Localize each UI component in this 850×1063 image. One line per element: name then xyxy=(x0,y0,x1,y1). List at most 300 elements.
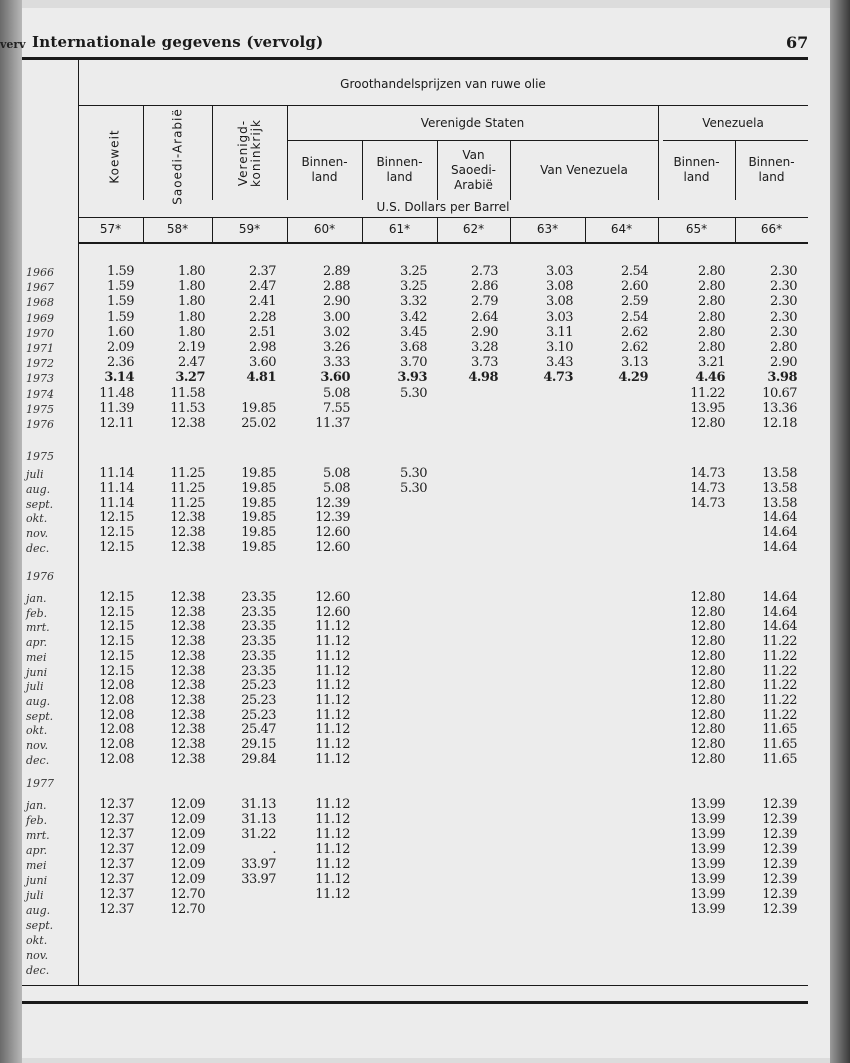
table-cell: 2.36 xyxy=(107,355,134,371)
table-cell: 11.25 xyxy=(170,495,205,511)
table-cell: 12.18 xyxy=(762,416,797,431)
table-cell: 12.80 xyxy=(690,707,725,723)
table-cell: 12.09 xyxy=(170,872,205,887)
table-cell: 11.12 xyxy=(315,678,350,694)
table-cell: 19.85 xyxy=(241,480,276,496)
table-cell: 11.65 xyxy=(762,737,797,752)
table-cell: 12.37 xyxy=(99,902,134,917)
table-cell: 2.73 xyxy=(471,264,498,279)
table-cell: 3.33 xyxy=(323,355,350,371)
row-label: 1976 xyxy=(26,418,54,431)
row-label: sept. xyxy=(26,919,54,932)
rule xyxy=(78,105,808,106)
column-number: 58* xyxy=(166,222,189,236)
table-cell: 2.47 xyxy=(178,355,205,371)
table-cell: 12.38 xyxy=(170,648,205,664)
table-cell: 12.38 xyxy=(170,510,205,526)
table-cell: 12.39 xyxy=(315,510,350,526)
table-cell: 12.15 xyxy=(99,648,134,664)
row-label: sept. xyxy=(26,709,54,723)
table-cell: 14.73 xyxy=(690,466,725,481)
table-cell: 3.25 xyxy=(400,279,427,295)
table-cell: 2.98 xyxy=(249,340,276,355)
table-cell: 2.59 xyxy=(621,294,648,310)
table-cell: 2.89 xyxy=(323,264,350,279)
table-cell: 12.15 xyxy=(99,663,134,679)
table-cell: 5.30 xyxy=(400,480,427,496)
unit-label: U.S. Dollars per Barrel xyxy=(376,200,510,214)
table-cell: 12.09 xyxy=(170,842,205,857)
table-cell: 11.14 xyxy=(99,480,134,496)
table-cell: 14.73 xyxy=(690,495,725,511)
table-cell: 19.85 xyxy=(241,540,276,555)
table-cell: 2.90 xyxy=(471,324,498,340)
row-label: juli xyxy=(26,680,44,694)
table-cell: 4.29 xyxy=(618,370,648,386)
table-cell: 12.08 xyxy=(99,678,134,694)
table-cell: 12.08 xyxy=(99,737,134,752)
table-cell: 12.15 xyxy=(99,619,134,635)
table-cell: 14.64 xyxy=(762,590,797,605)
table-cell: 13.58 xyxy=(762,466,797,481)
row-label: 1966 xyxy=(26,266,54,279)
table-cell: 2.62 xyxy=(621,340,648,355)
table-cell: 11.12 xyxy=(315,619,350,635)
table-cell: 2.62 xyxy=(621,324,648,340)
table-cell: 12.38 xyxy=(170,525,205,541)
row-label: apr. xyxy=(26,844,48,857)
col-head-ven-binnenland-65: Binnen- land xyxy=(673,155,720,184)
table-cell: 12.09 xyxy=(170,827,205,842)
col-head-van-saoedi-arabie: Van Saoedi- Arabië xyxy=(451,148,496,192)
table-cell: 12.38 xyxy=(170,737,205,752)
col-head-saoedi-arabie: Saoedi-Arabië xyxy=(170,108,185,205)
table-cell: 2.09 xyxy=(107,340,134,355)
row-label: jan. xyxy=(26,592,47,605)
table-cell: 31.13 xyxy=(241,797,276,812)
column-number: 59* xyxy=(238,222,261,236)
table-cell: 11.58 xyxy=(170,385,205,401)
col-head-verenigd-koninkrijk: Verenigd- koninkrijk xyxy=(236,119,263,187)
table-cell: 14.64 xyxy=(762,510,797,526)
table-cell: 12.37 xyxy=(99,812,134,827)
table-cell: 2.30 xyxy=(770,279,797,295)
table-cell: 2.47 xyxy=(249,279,276,295)
row-label: dec. xyxy=(26,753,50,767)
row-label: nov. xyxy=(26,739,49,752)
table-cell: 11.12 xyxy=(315,648,350,664)
table-cell: 13.99 xyxy=(690,797,725,812)
table-cell: 12.80 xyxy=(690,692,725,708)
table-cell: 7.55 xyxy=(323,400,350,416)
row-label: dec. xyxy=(26,542,50,555)
column-number: 64* xyxy=(610,222,633,236)
table-cell: 12.15 xyxy=(99,525,134,541)
table-cell: 12.80 xyxy=(690,663,725,679)
rule xyxy=(287,140,658,141)
table-cell: 11.22 xyxy=(762,678,797,694)
table-cell: 12.80 xyxy=(690,737,725,752)
table-cell: 3.25 xyxy=(400,264,427,279)
table-cell: 2.64 xyxy=(471,309,498,325)
table-cell: 12.15 xyxy=(99,510,134,526)
col-head-verenigde-staten: Verenigde Staten xyxy=(420,116,525,130)
table-cell: 2.54 xyxy=(621,309,648,325)
table-cell: 4.46 xyxy=(695,370,725,386)
table-cell: 12.37 xyxy=(99,842,134,857)
table-cell: 11.22 xyxy=(762,663,797,679)
table-cell: 3.70 xyxy=(400,355,427,371)
table-cell: 12.38 xyxy=(170,416,205,431)
column-number: 62* xyxy=(462,222,485,236)
table-cell: 12.37 xyxy=(99,872,134,887)
table-cell: 1.80 xyxy=(178,309,205,325)
table-cell: 19.85 xyxy=(241,466,276,481)
row-label: 1969 xyxy=(26,311,54,325)
table-cell: 12.39 xyxy=(762,887,797,902)
table-cell: 33.97 xyxy=(241,872,276,887)
table-cell: 2.51 xyxy=(249,324,276,340)
row-label: 1968 xyxy=(26,296,54,310)
table-cell: 2.41 xyxy=(249,294,276,310)
table-cell: 2.30 xyxy=(770,309,797,325)
table-cell: 12.60 xyxy=(315,525,350,541)
table-cell: 5.30 xyxy=(400,466,427,481)
table-cell: 12.09 xyxy=(170,812,205,827)
table-cell: 12.38 xyxy=(170,692,205,708)
table-cell: 33.97 xyxy=(241,857,276,872)
table-cell: 11.14 xyxy=(99,466,134,481)
table-cell: 12.38 xyxy=(170,678,205,694)
table-cell: 11.12 xyxy=(315,737,350,752)
table-cell: 11.53 xyxy=(170,400,205,416)
table-cell: 12.37 xyxy=(99,797,134,812)
table-cell: 19.85 xyxy=(241,510,276,526)
table-cell: 12.15 xyxy=(99,634,134,650)
row-label: okt. xyxy=(26,512,48,526)
table-cell: 12.08 xyxy=(99,707,134,723)
table-cell: . xyxy=(272,842,276,857)
col-divider xyxy=(143,105,144,200)
table-cell: 29.84 xyxy=(241,751,276,767)
table-cell: 12.38 xyxy=(170,722,205,738)
table-cell: 3.11 xyxy=(546,324,573,340)
table-cell: 12.39 xyxy=(762,797,797,812)
table-cell: 12.38 xyxy=(170,590,205,605)
table-cell: 2.28 xyxy=(249,309,276,325)
table-cell: 11.12 xyxy=(315,827,350,842)
table-cell: 23.35 xyxy=(241,590,276,605)
table-cell: 12.37 xyxy=(99,887,134,902)
row-label: 1973 xyxy=(26,372,54,386)
table-cell: 4.73 xyxy=(543,370,573,386)
table-cell: 19.85 xyxy=(241,400,276,416)
table-cell: 3.10 xyxy=(546,340,573,355)
table-cell: 11.12 xyxy=(315,887,350,902)
table-cell: 3.27 xyxy=(175,370,205,386)
table-cell: 25.47 xyxy=(241,722,276,738)
table-cell: 11.12 xyxy=(315,692,350,708)
table-cell: 11.12 xyxy=(315,722,350,738)
table-cell: 2.60 xyxy=(621,279,648,295)
rule xyxy=(78,242,808,244)
row-label: aug. xyxy=(26,482,51,496)
table-cell: 2.90 xyxy=(770,355,797,371)
table-cell: 11.22 xyxy=(762,648,797,664)
table-cell: 13.99 xyxy=(690,902,725,917)
table-cell: 14.64 xyxy=(762,619,797,635)
table-cell: 11.12 xyxy=(315,857,350,872)
col-head-ven-binnenland-66: Binnen- land xyxy=(748,155,795,184)
table-cell: 11.14 xyxy=(99,495,134,511)
col-head-vs-binnenland-60: Binnen- land xyxy=(301,155,348,184)
table-cell: 1.59 xyxy=(107,294,134,310)
table-cell: 3.98 xyxy=(767,370,797,386)
table-cell: 12.15 xyxy=(99,540,134,555)
table-cell: 1.80 xyxy=(178,294,205,310)
table-cell: 2.79 xyxy=(471,294,498,310)
table-cell: 12.09 xyxy=(170,857,205,872)
row-label: feb. xyxy=(26,606,48,620)
table-cell: 1.80 xyxy=(178,264,205,279)
table-cell: 12.60 xyxy=(315,604,350,620)
table-cell: 11.12 xyxy=(315,707,350,723)
row-label: juli xyxy=(26,468,44,481)
table-cell: 14.73 xyxy=(690,480,725,496)
table-cell: 1.80 xyxy=(178,279,205,295)
table-cell: 19.85 xyxy=(241,525,276,541)
row-label: 1974 xyxy=(26,387,54,401)
bottom-rule xyxy=(22,985,808,986)
row-label: nov. xyxy=(26,527,49,541)
table-cell: 12.39 xyxy=(762,857,797,872)
table-cell: 3.60 xyxy=(320,370,350,386)
table-cell: 12.39 xyxy=(762,827,797,842)
block-year-label: 1977 xyxy=(26,777,54,790)
table-cell: 2.80 xyxy=(698,324,725,340)
table-cell: 11.12 xyxy=(315,812,350,827)
table-cell: 12.38 xyxy=(170,540,205,555)
table-cell: 3.08 xyxy=(546,294,573,310)
table-cell: 3.60 xyxy=(249,355,276,371)
table-cell: 12.08 xyxy=(99,692,134,708)
table-cell: 11.37 xyxy=(315,416,350,431)
table-cell: 11.39 xyxy=(99,400,134,416)
table-cell: 12.70 xyxy=(170,902,205,917)
table-cell: 23.35 xyxy=(241,604,276,620)
col-divider xyxy=(212,105,213,200)
table-cell: 12.15 xyxy=(99,604,134,620)
table-cell: 3.26 xyxy=(323,340,350,355)
table-cell: 13.99 xyxy=(690,827,725,842)
table-cell: 13.99 xyxy=(690,842,725,857)
column-number: 65* xyxy=(685,222,708,236)
table-cell: 11.22 xyxy=(762,692,797,708)
table-cell: 12.09 xyxy=(170,797,205,812)
table-cell: 12.38 xyxy=(170,707,205,723)
page-title: Internationale gegevens (vervolg) xyxy=(32,33,324,51)
table-cell: 3.68 xyxy=(400,340,427,355)
table-cell: 12.37 xyxy=(99,857,134,872)
table-cell: 2.90 xyxy=(323,294,350,310)
table-cell: 12.80 xyxy=(690,590,725,605)
table-cell: 4.98 xyxy=(468,370,498,386)
row-label: juni xyxy=(26,874,48,887)
row-label: mei xyxy=(26,859,47,872)
table-cell: 31.22 xyxy=(241,827,276,842)
top-rule xyxy=(22,57,808,60)
table-cell: 1.80 xyxy=(178,324,205,340)
table-cell: 2.80 xyxy=(698,279,725,295)
table-cell: 2.80 xyxy=(698,294,725,310)
table-cell: 12.38 xyxy=(170,619,205,635)
table-cell: 11.22 xyxy=(690,385,725,401)
table-cell: 29.15 xyxy=(241,737,276,752)
table-cell: 12.39 xyxy=(762,842,797,857)
table-cell: 3.02 xyxy=(323,324,350,340)
table-cell: 2.80 xyxy=(698,309,725,325)
table-cell: 12.80 xyxy=(690,416,725,431)
table-cell: 2.80 xyxy=(698,264,725,279)
table-cell: 3.03 xyxy=(546,309,573,325)
row-label: okt. xyxy=(26,724,48,738)
table-cell: 3.08 xyxy=(546,279,573,295)
row-label: 1967 xyxy=(26,281,54,295)
table-cell: 13.36 xyxy=(762,400,797,416)
table-cell: 3.93 xyxy=(397,370,427,386)
table-cell: 12.39 xyxy=(762,812,797,827)
table-cell: 12.39 xyxy=(762,872,797,887)
column-number: 57* xyxy=(99,222,122,236)
table-cell: 12.60 xyxy=(315,590,350,605)
table-cell: 12.11 xyxy=(99,416,134,431)
row-label: aug. xyxy=(26,904,51,917)
table-cell: 14.64 xyxy=(762,604,797,620)
table-cell: 25.23 xyxy=(241,707,276,723)
table-cell: 12.38 xyxy=(170,751,205,767)
table-cell: 11.22 xyxy=(762,634,797,650)
table-cell: 3.42 xyxy=(400,309,427,325)
row-label: nov. xyxy=(26,949,49,962)
table-cell: 12.80 xyxy=(690,648,725,664)
table-cell: 1.60 xyxy=(107,324,134,340)
col-head-venezuela: Venezuela xyxy=(702,116,764,130)
table-cell: 3.28 xyxy=(471,340,498,355)
table-cell: 12.80 xyxy=(690,678,725,694)
table-cell: 2.30 xyxy=(770,324,797,340)
table-cell: 5.30 xyxy=(400,385,427,401)
table-cell: 11.25 xyxy=(170,466,205,481)
table-cell: 2.19 xyxy=(178,340,205,355)
table-cell: 5.08 xyxy=(323,466,350,481)
table-cell: 12.08 xyxy=(99,751,134,767)
table-cell: 3.73 xyxy=(471,355,498,371)
table-cell: 12.38 xyxy=(170,634,205,650)
block-year-label: 1976 xyxy=(26,570,54,583)
row-label: mrt. xyxy=(26,621,50,635)
row-label: 1972 xyxy=(26,357,54,371)
table-cell: 11.12 xyxy=(315,842,350,857)
row-label: juni xyxy=(26,665,48,679)
table-cell: 2.86 xyxy=(471,279,498,295)
table-cell: 11.12 xyxy=(315,663,350,679)
table-cell: 14.64 xyxy=(762,540,797,555)
table-cell: 25.23 xyxy=(241,692,276,708)
table-cell: 13.58 xyxy=(762,480,797,496)
table-cell: 12.39 xyxy=(762,902,797,917)
bottom-rule xyxy=(22,1001,808,1004)
table-cell: 2.80 xyxy=(698,340,725,355)
table-cell: 2.80 xyxy=(770,340,797,355)
table-cell: 11.12 xyxy=(315,751,350,767)
table-cell: 11.65 xyxy=(762,751,797,767)
row-label: aug. xyxy=(26,694,51,708)
table-cell: 2.54 xyxy=(621,264,648,279)
table-cell: 25.23 xyxy=(241,678,276,694)
table-cell: 12.80 xyxy=(690,751,725,767)
table-cell: 5.08 xyxy=(323,480,350,496)
page-number: 67 xyxy=(786,33,809,52)
row-label: dec. xyxy=(26,964,50,977)
table-cell: 12.80 xyxy=(690,634,725,650)
previous-page-fragment: verv xyxy=(0,38,26,51)
table-cell: 2.30 xyxy=(770,264,797,279)
table-cell: 3.32 xyxy=(400,294,427,310)
table-cell: 13.99 xyxy=(690,812,725,827)
row-label: sept. xyxy=(26,497,54,511)
row-label: feb. xyxy=(26,814,48,827)
table-cell: 11.12 xyxy=(315,634,350,650)
row-label: mei xyxy=(26,650,47,664)
row-label: juli xyxy=(26,889,44,902)
previous-page-edge xyxy=(0,0,22,1063)
table-cell: 10.67 xyxy=(762,385,797,401)
book-binding-edge xyxy=(830,0,850,1063)
column-number: 66* xyxy=(760,222,783,236)
block-year-label: 1975 xyxy=(26,450,54,463)
table-cell: 23.35 xyxy=(241,634,276,650)
row-label: 1970 xyxy=(26,326,54,340)
table-cell: 12.80 xyxy=(690,604,725,620)
table-cell: 2.88 xyxy=(323,279,350,295)
table-cell: 12.70 xyxy=(170,887,205,902)
col-head-vs-binnenland-61: Binnen- land xyxy=(376,155,423,184)
table-cell: 23.35 xyxy=(241,619,276,635)
table-cell: 3.21 xyxy=(698,355,725,371)
table-cell: 12.80 xyxy=(690,722,725,738)
rule xyxy=(78,217,808,218)
table-cell: 3.45 xyxy=(400,324,427,340)
table-cell: 19.85 xyxy=(241,495,276,511)
table-cell: 13.95 xyxy=(690,400,725,416)
table-cell: 12.39 xyxy=(315,495,350,511)
table-cell: 5.08 xyxy=(323,385,350,401)
table-cell: 13.99 xyxy=(690,872,725,887)
table-cell: 12.15 xyxy=(99,590,134,605)
table-cell: 12.38 xyxy=(170,604,205,620)
table-cell: 11.48 xyxy=(99,385,134,401)
table-cell: 11.12 xyxy=(315,872,350,887)
table-cell: 3.00 xyxy=(323,309,350,325)
table-cell: 13.99 xyxy=(690,887,725,902)
table-cell: 13.99 xyxy=(690,857,725,872)
row-label: mrt. xyxy=(26,829,50,842)
table-cell: 12.38 xyxy=(170,663,205,679)
table-cell: 14.64 xyxy=(762,525,797,541)
row-label: jan. xyxy=(26,799,47,812)
table-cell: 12.08 xyxy=(99,722,134,738)
table-cell: 11.25 xyxy=(170,480,205,496)
